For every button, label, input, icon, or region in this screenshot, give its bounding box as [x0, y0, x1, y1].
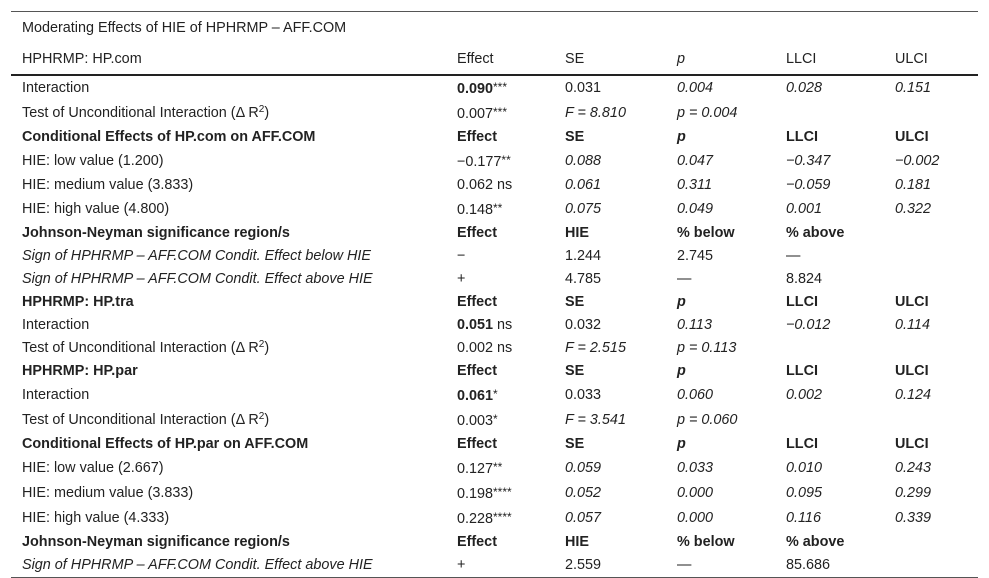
table-cell: [554, 126, 666, 149]
significance-marker: *: [493, 387, 498, 401]
table-cell: [666, 149, 775, 174]
cell-value: ULCI: [895, 294, 929, 310]
cell-value: p: [677, 129, 686, 145]
table-body: [11, 75, 978, 577]
cell-value: p = 0.060: [677, 412, 738, 428]
table-cell: [884, 337, 978, 360]
table-cell: [554, 506, 666, 531]
table-cell: [775, 291, 884, 314]
cell-value: HIE: [565, 225, 589, 241]
table-cell: [884, 291, 978, 314]
cell-value: 0.124: [895, 387, 932, 403]
cell-value: HIE: low value (1.200): [22, 153, 164, 169]
cell-value: 4.785: [565, 271, 602, 287]
table-cell: [446, 554, 554, 577]
table-cell: [666, 268, 775, 291]
table-cell: [446, 291, 554, 314]
cell-value: 0.148: [457, 202, 494, 218]
cell-value: Effect: [457, 129, 497, 145]
table-cell: [446, 174, 554, 197]
cell-value: Interaction: [22, 317, 90, 333]
cell-value: Johnson-Neyman significance region/s: [22, 225, 290, 241]
superscript: 2: [258, 104, 265, 115]
table-cell: [666, 75, 775, 101]
table-cell: [446, 360, 554, 383]
table-row: [11, 245, 978, 268]
cell-value: Effect: [457, 225, 497, 241]
cell-value: 0.113: [677, 317, 712, 333]
table-cell: [884, 149, 978, 174]
cell-value: 0.051: [457, 317, 494, 333]
header-cell-se: SE: [565, 51, 585, 67]
cell-value: 0.088: [565, 153, 602, 169]
table-cell: [446, 149, 554, 174]
table-cell: [554, 360, 666, 383]
table-cell: [11, 101, 446, 126]
table-cell: [11, 75, 446, 101]
table-row: [11, 481, 978, 506]
section-header-row: [11, 433, 978, 456]
cell-value: 85.686: [786, 557, 831, 573]
section-header-row: [11, 531, 978, 554]
cell-value: F = 3.541: [565, 412, 626, 428]
table-row: [11, 554, 978, 577]
table-cell: [666, 337, 775, 360]
cell-value: 0.151: [895, 80, 932, 96]
cell-suffix: ): [264, 105, 270, 121]
cell-value: p: [677, 363, 686, 379]
section-header-row: [11, 126, 978, 149]
table-cell: [446, 197, 554, 222]
cell-value: SE: [565, 363, 585, 379]
table-cell: [666, 101, 775, 126]
table-cell: [666, 245, 775, 268]
cell-value: 0.000: [677, 510, 714, 526]
cell-value: ULCI: [895, 129, 929, 145]
table-row: [11, 75, 978, 101]
table-cell: [884, 101, 978, 126]
table-cell: [11, 408, 446, 433]
cell-value: HIE: high value (4.800): [22, 201, 170, 217]
cell-value: 0.004: [677, 80, 714, 96]
table-cell: [884, 481, 978, 506]
table-cell: [554, 481, 666, 506]
table-cell: [775, 506, 884, 531]
cell-value: −0.002: [895, 153, 940, 169]
table-cell: [446, 126, 554, 149]
cell-value: HIE: [565, 534, 589, 550]
cell-value: 0.061: [565, 177, 602, 193]
table-cell: [884, 383, 978, 408]
cell-value: −0.012: [786, 317, 831, 333]
table-row: [11, 268, 978, 291]
table-cell: [775, 197, 884, 222]
table-cell: [666, 174, 775, 197]
cell-value: 0.061: [457, 388, 494, 404]
table-row: [11, 174, 978, 197]
cell-value: p = 0.113: [677, 340, 737, 356]
table-caption: Moderating Effects of HIE of HPHRMP – AFF.COM: [22, 20, 347, 36]
cell-value: 0.127: [457, 461, 494, 477]
cell-value: 0.114: [895, 317, 930, 333]
header-cell-label: HPHRMP: HP.com: [22, 51, 142, 67]
table-cell: [554, 75, 666, 101]
table-row: [11, 197, 978, 222]
table-cell: [554, 291, 666, 314]
table-cell: [554, 456, 666, 481]
table-cell: [666, 481, 775, 506]
table-cell: [446, 245, 554, 268]
cell-value: Interaction: [22, 80, 90, 96]
cell-value: Sign of HPHRMP – AFF.COM Condit. Effect below HIE: [22, 248, 371, 264]
cell-value: −: [457, 248, 466, 264]
cell-value: 0.198: [457, 486, 494, 502]
cell-value: HPHRMP: HP.tra: [22, 294, 134, 310]
table-cell: [554, 197, 666, 222]
cell-value: Sign of HPHRMP – AFF.COM Condit. Effect above HIE: [22, 271, 373, 287]
table-cell: [11, 314, 446, 337]
table-cell: [554, 149, 666, 174]
cell-value: 2.745: [677, 248, 714, 264]
cell-value: 0.339: [895, 510, 932, 526]
cell-value: Effect: [457, 363, 497, 379]
significance-marker: **: [501, 153, 511, 167]
table-cell: [11, 337, 446, 360]
cell-value: Test of Unconditional Interaction (Δ R: [22, 105, 259, 121]
cell-value: p: [677, 436, 686, 452]
cell-value: 1.244: [565, 248, 602, 264]
cell-value: −0.059: [786, 177, 831, 193]
cell-value: 0.047: [677, 153, 714, 169]
cell-value: −0.347: [786, 153, 831, 169]
cell-value: ULCI: [895, 363, 929, 379]
table-cell: [775, 245, 884, 268]
table-cell: [11, 360, 446, 383]
table-cell: [666, 291, 775, 314]
table-cell: [884, 174, 978, 197]
superscript: 2: [258, 339, 265, 350]
table-cell: [775, 481, 884, 506]
cell-value: —: [786, 248, 801, 264]
cell-value: SE: [565, 294, 585, 310]
cell-suffix: ): [264, 412, 270, 428]
table-cell: [666, 554, 775, 577]
table-cell: [775, 268, 884, 291]
table-row: [11, 314, 978, 337]
cell-value: LLCI: [786, 363, 818, 379]
cell-value: SE: [565, 129, 585, 145]
table-row: [11, 101, 978, 126]
cell-value: F = 8.810: [565, 105, 626, 121]
cell-value: 8.824: [786, 271, 823, 287]
table-cell: [554, 383, 666, 408]
table-cell: [446, 314, 554, 337]
table-cell: [446, 408, 554, 433]
significance-marker: **: [493, 460, 503, 474]
cell-suffix: ns: [493, 317, 513, 333]
table-cell: [666, 222, 775, 245]
table-cell: [554, 531, 666, 554]
table-row: [11, 456, 978, 481]
section-header-row: [11, 360, 978, 383]
cell-value: Conditional Effects of HP.par on AFF.COM: [22, 436, 309, 452]
table-cell: [666, 433, 775, 456]
cell-value: −0.177: [457, 154, 502, 170]
table-cell: [554, 245, 666, 268]
cell-value: 0.002: [786, 387, 823, 403]
table-cell: [884, 531, 978, 554]
cell-value: 0.010: [786, 460, 823, 476]
table-cell: [11, 197, 446, 222]
table-cell: [11, 383, 446, 408]
header-cell-effect: Effect: [457, 51, 494, 67]
table-cell: [554, 101, 666, 126]
table-cell: [446, 433, 554, 456]
table-cell: [775, 101, 884, 126]
table-cell: [11, 481, 446, 506]
table-cell: [11, 222, 446, 245]
header-cell-p: p: [677, 51, 686, 67]
table-cell: [554, 554, 666, 577]
cell-value: +: [457, 271, 466, 287]
cell-value: 0.299: [895, 485, 932, 501]
table-cell: [884, 456, 978, 481]
cell-value: 0.028: [786, 80, 823, 96]
table-cell: [775, 126, 884, 149]
table-cell: [446, 101, 554, 126]
table-cell: [446, 456, 554, 481]
cell-value: —: [677, 271, 692, 287]
table-cell: [11, 554, 446, 577]
cell-value: 0.031: [565, 80, 602, 96]
table-cell: [775, 433, 884, 456]
table-row: [11, 383, 978, 408]
cell-value: SE: [565, 436, 585, 452]
moderation-table: [11, 44, 978, 577]
table-cell: [884, 197, 978, 222]
table-cell: [666, 197, 775, 222]
table-cell: [884, 360, 978, 383]
cell-value: 0.095: [786, 485, 823, 501]
table-cell: [666, 383, 775, 408]
table-cell: [666, 314, 775, 337]
table-cell: [11, 268, 446, 291]
table-row: [11, 506, 978, 531]
table-cell: [775, 531, 884, 554]
table-cell: [884, 408, 978, 433]
table-cell: [884, 433, 978, 456]
cell-value: Interaction: [22, 387, 90, 403]
table-cell: [666, 126, 775, 149]
cell-value: LLCI: [786, 436, 818, 452]
table-cell: [446, 506, 554, 531]
section-header-row: [11, 291, 978, 314]
cell-value: 0.002 ns: [457, 340, 513, 356]
cell-value: Effect: [457, 436, 497, 452]
table-cell: [554, 222, 666, 245]
significance-marker: *: [493, 412, 498, 426]
table-cell: [446, 481, 554, 506]
cell-value: Sign of HPHRMP – AFF.COM Condit. Effect above HIE: [22, 557, 373, 573]
cell-value: HPHRMP: HP.par: [22, 363, 138, 379]
significance-marker: ****: [493, 510, 512, 524]
cell-value: ULCI: [895, 436, 929, 452]
cell-value: 0.322: [895, 201, 932, 217]
cell-value: 0.059: [565, 460, 602, 476]
cell-value: Effect: [457, 534, 497, 550]
cell-value: 0.007: [457, 106, 494, 122]
cell-value: 0.062 ns: [457, 177, 513, 193]
table-cell: [554, 337, 666, 360]
table-cell: [666, 531, 775, 554]
table-cell: [11, 456, 446, 481]
cell-value: LLCI: [786, 294, 818, 310]
table-cell: [554, 268, 666, 291]
cell-value: 0.033: [677, 460, 714, 476]
cell-value: Test of Unconditional Interaction (Δ R: [22, 412, 259, 428]
superscript: 2: [258, 411, 265, 422]
table-row: [11, 149, 978, 174]
cell-suffix: ): [264, 340, 270, 356]
cell-value: F = 2.515: [565, 340, 626, 356]
significance-marker: **: [493, 201, 503, 215]
table-cell: [775, 314, 884, 337]
table-cell: [775, 75, 884, 101]
table-cell: [446, 531, 554, 554]
cell-value: HIE: low value (2.667): [22, 460, 164, 476]
cell-value: 0.033: [565, 387, 602, 403]
table-cell: [446, 268, 554, 291]
table-cell: [11, 245, 446, 268]
table-cell: [884, 506, 978, 531]
table-cell: [11, 174, 446, 197]
table-cell: [775, 408, 884, 433]
table-cell: [11, 149, 446, 174]
table-container: [11, 11, 978, 578]
cell-value: HIE: medium value (3.833): [22, 177, 194, 193]
cell-value: 0.311: [677, 177, 712, 193]
table-row: [11, 337, 978, 360]
table-cell: [554, 314, 666, 337]
significance-marker: ***: [493, 80, 508, 94]
table-cell: [884, 314, 978, 337]
table-cell: [554, 408, 666, 433]
cell-value: Johnson-Neyman significance region/s: [22, 534, 290, 550]
table-cell: [775, 222, 884, 245]
table-cell: [666, 408, 775, 433]
table-cell: [11, 291, 446, 314]
table-cell: [775, 456, 884, 481]
header-cell-llci: LLCI: [786, 51, 817, 67]
cell-value: p: [677, 294, 686, 310]
cell-value: 0.003: [457, 413, 494, 429]
cell-value: % above: [786, 225, 845, 241]
cell-value: 2.559: [565, 557, 602, 573]
table-cell: [884, 268, 978, 291]
cell-value: HIE: high value (4.333): [22, 510, 170, 526]
cell-value: 0.243: [895, 460, 932, 476]
section-header-row: [11, 222, 978, 245]
table-cell: [11, 126, 446, 149]
cell-value: 0.228: [457, 511, 494, 527]
table-cell: [554, 174, 666, 197]
cell-value: % above: [786, 534, 845, 550]
cell-value: 0.116: [786, 510, 821, 526]
table-cell: [775, 337, 884, 360]
cell-value: Effect: [457, 294, 497, 310]
table-cell: [884, 75, 978, 101]
table-cell: [884, 126, 978, 149]
table-cell: [775, 383, 884, 408]
cell-value: 0.000: [677, 485, 714, 501]
table-cell: [884, 222, 978, 245]
cell-value: % below: [677, 534, 735, 550]
cell-value: 0.075: [565, 201, 602, 217]
cell-value: Conditional Effects of HP.com on AFF.COM: [22, 129, 316, 145]
cell-value: 0.057: [565, 510, 602, 526]
significance-marker: ****: [493, 485, 512, 499]
header-cell-ulci: ULCI: [895, 51, 928, 67]
cell-value: 0.049: [677, 201, 714, 217]
cell-value: 0.060: [677, 387, 714, 403]
table-cell: [666, 360, 775, 383]
table-cell: [554, 433, 666, 456]
table-cell: [11, 531, 446, 554]
cell-value: LLCI: [786, 129, 818, 145]
cell-value: % below: [677, 225, 735, 241]
table-cell: [446, 383, 554, 408]
significance-marker: ***: [493, 105, 508, 119]
cell-value: 0.052: [565, 485, 602, 501]
cell-value: HIE: medium value (3.833): [22, 485, 194, 501]
header-row: [11, 44, 978, 75]
table-cell: [11, 506, 446, 531]
table-cell: [775, 149, 884, 174]
table-cell: [775, 174, 884, 197]
table-cell: [775, 554, 884, 577]
cell-value: 0.090: [457, 81, 494, 97]
table-cell: [884, 245, 978, 268]
table-cell: [775, 360, 884, 383]
cell-value: 0.032: [565, 317, 602, 333]
cell-value: +: [457, 557, 466, 573]
table-cell: [666, 456, 775, 481]
table-cell: [446, 222, 554, 245]
table-cell: [446, 337, 554, 360]
cell-value: Test of Unconditional Interaction (Δ R: [22, 340, 259, 356]
table-cell: [884, 554, 978, 577]
table-cell: [666, 506, 775, 531]
cell-value: —: [677, 557, 692, 573]
table-cell: [446, 75, 554, 101]
cell-value: 0.001: [786, 201, 823, 217]
table-cell: [11, 433, 446, 456]
cell-value: p = 0.004: [677, 105, 738, 121]
table-row: [11, 408, 978, 433]
cell-value: 0.181: [895, 177, 932, 193]
